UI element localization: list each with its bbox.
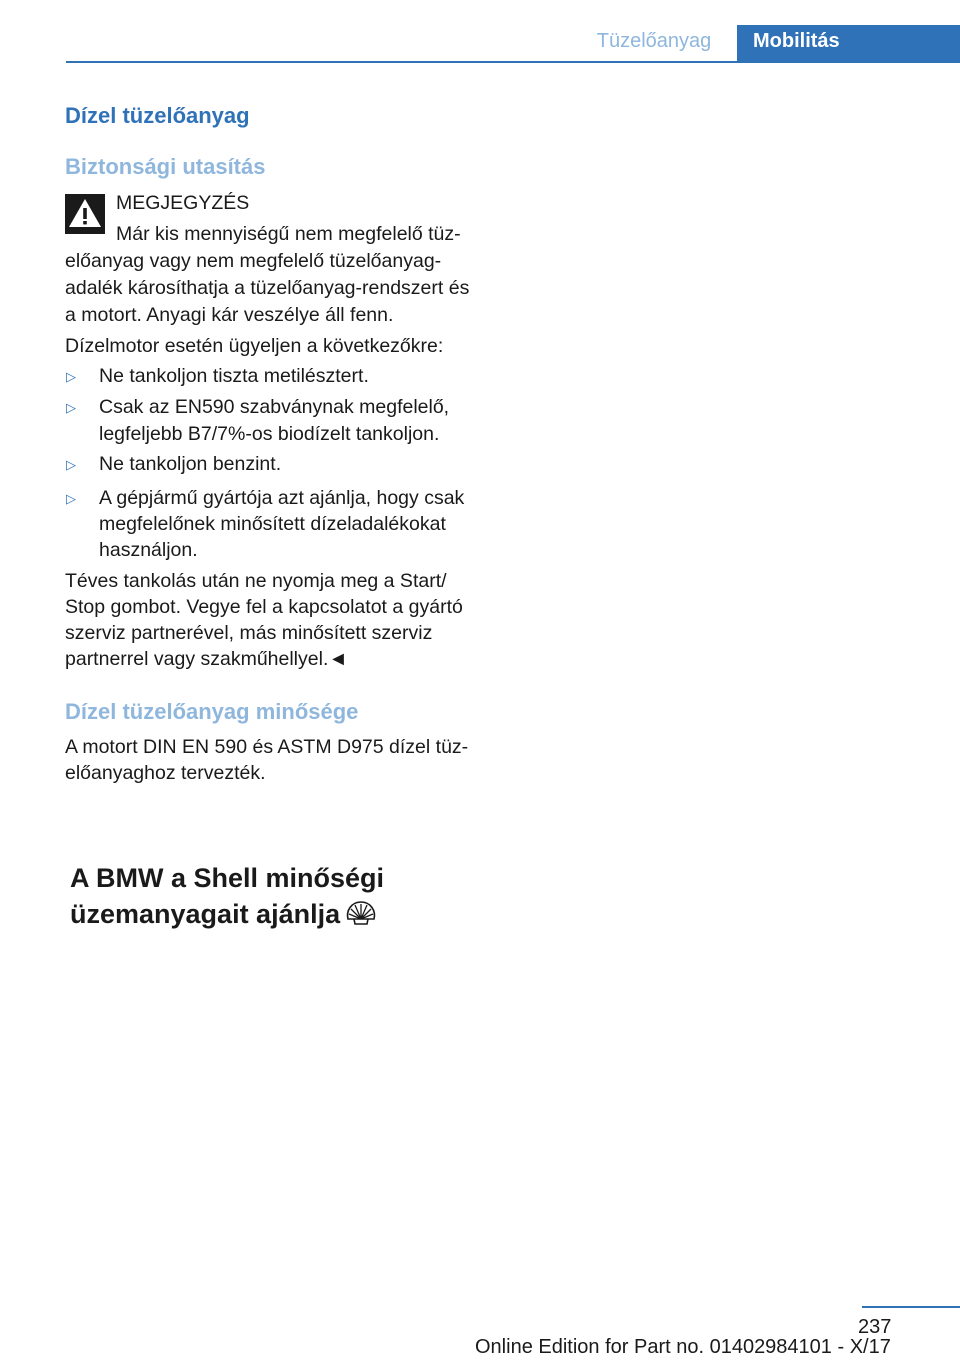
note-line: a motort. Anyagi kár veszélye áll fenn. (65, 304, 394, 326)
closing-line: partnerrel vagy szakműhellyel.◄ (65, 648, 348, 670)
page-title: Dízel tüzelőanyag (65, 103, 250, 128)
triangle-bullet-icon: ▷ (66, 491, 76, 506)
note-line: Már kis mennyiségű nem megfelelő tüz- (116, 223, 461, 245)
triangle-bullet-icon: ▷ (66, 400, 76, 415)
note-line: adalék károsíthatja a tüzelőanyag-rendszert és (65, 277, 470, 299)
list-item: legfeljebb B7/7%-os biodízelt tankoljon. (99, 423, 440, 445)
quality-line: előanyaghoz tervezték. (65, 762, 266, 784)
triangle-bullet-icon: ▷ (66, 457, 76, 472)
banner-line: A BMW a Shell minőségi (70, 863, 385, 893)
triangle-bullet-icon: ▷ (66, 369, 76, 384)
shell-banner (70, 860, 384, 932)
intro-text: Dízelmotor esetén ügyeljen a következőkre: (65, 335, 444, 357)
edition-footer: Online Edition for Part no. 01402984101 - X/17 (475, 1336, 891, 1358)
quality-heading: Dízel tüzelőanyag minősége (65, 699, 359, 724)
warning-triangle-icon (65, 194, 105, 234)
page-number: 237 (858, 1316, 892, 1338)
note-label: MEGJEGYZÉS (116, 192, 250, 214)
list-item: Ne tankoljon benzint. (99, 453, 282, 475)
list-item: megfelelőnek minősített dízeladalékokat (99, 513, 446, 535)
footer-rule (862, 1306, 960, 1308)
note-line: előanyag vagy nem megfelelő tüzelőanyag- (65, 250, 442, 272)
header-section-tab: Tüzelőanyag (596, 30, 712, 52)
list-item: A gépjármű gyártója azt ajánlja, hogy csak (99, 487, 465, 509)
closing-line: szerviz partnerével, más minősített szerviz (65, 622, 433, 644)
banner-line: üzemanyagait ajánlja (70, 899, 341, 929)
shell-logo-icon (345, 899, 377, 927)
list-item: használjon. (99, 539, 198, 561)
closing-line: Téves tankolás után ne nyomja meg a Start/ (65, 570, 447, 592)
closing-line: Stop gombot. Vegye fel a kapcsolatot a gyártó (65, 596, 463, 618)
safety-heading: Biztonsági utasítás (65, 154, 266, 179)
header-rule (66, 61, 960, 63)
list-item: Csak az EN590 szabványnak megfelelő, (99, 396, 450, 418)
header-chapter-tab: Mobilitás (737, 25, 960, 61)
quality-line: A motort DIN EN 590 és ASTM D975 dízel tüz- (65, 736, 469, 758)
list-item: Ne tankoljon tiszta metilésztert. (99, 365, 369, 387)
